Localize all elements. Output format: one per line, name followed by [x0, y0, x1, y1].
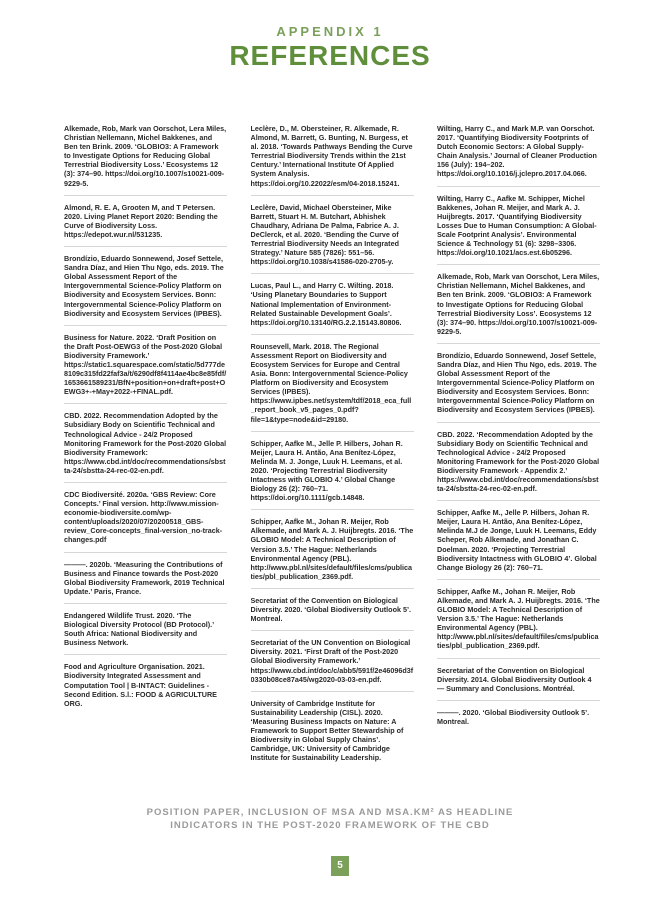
- reference-entry: Wilting, Harry C., Aafke M. Schipper, Michel Bakkenes, Johan R. Meijer, and Mark A. J. Huijbregts. 2017. ‘Quantifying Biodiversity Losses Due to Human Consumption: A Global-Scale Footprint Analysis’. Environmental Science & Technology 51 (6): 3298–3306. https://doi.org/10.1021/acs.est.6b05296.: [437, 194, 600, 266]
- reference-entry: Schipper, Aafke M., Jelle P. Hilbers, Johan R. Meijer, Laura H. Antão, Ana Benítez-López, Melinda M.J de Jonge, Luuk H. Leemans, Eddy Scheper, Rob Alkemade, and Jonathan C. Doelman. 2020. ‘Projecting Terrestrial Biodiversity Intactness with GLOBIO 4’. Global Change Biology 26 (2): 760–71.: [437, 508, 600, 580]
- appendix-label: APPENDIX 1: [276, 24, 384, 39]
- reference-entry: Leclère, David, Michael Obersteiner, Mike Barrett, Stuart H. M. Butchart, Abhishek Chaudhary, Adriana De Palma, Fabrice A. J. DeClerck, et al. 2020. ‘Bending the Curve of Terrestrial Biodiversity Needs an Integrated Strategy.’ Nature 585 (7826): 551–56. https://doi.org/10.1038/s41586-020-2705-y.: [251, 203, 414, 275]
- reference-entry: Secretariat of the Convention on Biological Diversity. 2020. ‘Global Biodiversity Outlook 5’. Montreal.: [251, 596, 414, 631]
- page-number: 5: [331, 856, 349, 876]
- reference-entry: Alkemade, Rob, Mark van Oorschot, Lera Miles, Christian Nellemann, Michel Bakkenes, and Ben ten Brink. 2009. ‘GLOBIO3: A Framework to Investigate Options for Reducing Global Terrestrial Biodiversity Loss.’ Ecosystems 12 (3): 374–90. https://doi.org/10.1007/s10021-009-9229-5.: [64, 124, 227, 196]
- reference-entry: Alkemade, Rob, Mark van Oorschot, Lera Miles, Christian Nellemann, Michel Bakkenes, and Ben ten Brink. 2009. ‘GLOBIO3: A Framework to Investigate Options for Reducing Global Terrestrial Biodiversity Loss’. Ecosystems 12 (3): 374–90. https://doi.org/10.1007/s10021-009-9229-5.: [437, 272, 600, 344]
- reference-entry: CBD. 2022. ‘Recommendation Adopted by the Subsidiary Body on Scientific Technical and Technological Advice - 24/2 Proposed Monitoring Framework for the Post-2020 Global Biodiversity Framework - Appendix 2.’ https://www.cbd.int/doc/recommendations/sbstta-24/sbstta-24-rec-02-en.pdf.: [437, 430, 600, 502]
- page-title: REFERENCES: [229, 40, 431, 71]
- reference-entry: Schipper, Aafke M., Johan R. Meijer, Rob Alkemade, and Mark A. J. Huijbregts. 2016. ‘The GLOBIO Model: A Technical Description of Version 3.5.’ The Hague: Netherlands Environmental Agency (PBL). http://www.pbl.nl/sites/default/files/cms/publicaties/pbl_publication_2369.pdf.: [437, 587, 600, 659]
- reference-entry: Brondízio, Eduardo Sonnewend, Josef Settele, Sandra Díaz, and Hien Thu Ngo, eds. 2019. The Global Assessment Report of the Intergovernmental Science-Policy Platform on Biodiversity and Ecosystem Services. Bonn: Intergovernmental Science-Policy Platform on Biodiversity and Ecosystem Services (IPBES).: [437, 351, 600, 423]
- reference-entry: Schipper, Aafke M., Johan R. Meijer, Rob Alkemade, and Mark A. J. Huijbregts. 2016. ‘The GLOBIO Model: A Technical Description of Version 3.5.’ The Hague: Netherlands Environmental Agency (PBL). http://www.pbl.nl/sites/default/files/cms/publicaties/pbl_publication_2369.pdf.: [251, 517, 414, 589]
- reference-entry: Almond, R. E. A, Grooten M, and T Petersen. 2020. Living Planet Report 2020: Bending the Curve of Biodiversity Loss. https://edepot.wur.nl/531235.: [64, 203, 227, 247]
- references-columns: [64, 124, 600, 784]
- footer-line-2: INDICATORS IN THE POST-2020 FRAMEWORK OF THE CBD: [170, 820, 490, 831]
- reference-entry: Brondízio, Eduardo Sonnewend, Josef Settele, Sandra Díaz, and Hien Thu Ngo, eds. 2019. The Global Assessment Report of the Intergovernmental Science-Policy Platform on Biodiversity and Ecosystem Services. Bonn: Intergovernmental Science-Policy Platform on Biodiversity and Ecosystem Services (IPBES).: [64, 254, 227, 326]
- reference-entry: Business for Nature. 2022. ‘Draft Position on the Draft Post-OEWG3 of the Post-2020 Global Biodiversity Framework.’ https://static1.squarespace.com/static/5d777de8109c315fd22faf3a/t/6290df8f4114ae4bc8e85fdf/1653661589231/BfN+position+on+draft+post+OEWG3+-+May+2022-+FINAL.pdf.: [64, 333, 227, 405]
- reference-entry: Secretariat of the UN Convention on Biological Diversity. 2021. ‘First Draft of the Post-2020 Global Biodiversity Framework.’ https://www.cbd.int/doc/c/abb5/591f/2e46096d3f0330b08ce87a45/wg2020-03-03-en.pdf.: [251, 638, 414, 691]
- footer-line-1: POSITION PAPER, INCLUSION OF MSA AND MSA.KM² AS HEADLINE: [146, 807, 514, 818]
- reference-entry: Lucas, Paul L., and Harry C. Wilting. 2018. ‘Using Planetary Boundaries to Support National Implementation of Environment-Related Sustainable Development Goals’. https://doi.org/10.13140/RG.2.2.15143.80806.: [251, 281, 414, 334]
- reference-entry: Food and Agriculture Organisation. 2021. Biodiversity Integrated Assessment and Computation Tool | B-INTACT: Guidelines - Second Edition. S.l.: FOOD & AGRICULTURE ORG.: [64, 662, 217, 708]
- reference-column-1: [64, 124, 227, 784]
- reference-entry: Wilting, Harry C., and Mark M.P. van Oorschot. 2017. ‘Quantifying Biodiversity Footprints of Dutch Economic Sectors: A Global Supply-Chain Analysis.’ Journal of Cleaner Production 156 (July): 194–202. https://doi.org/10.1016/j.jclepro.2017.04.066.: [437, 124, 600, 187]
- reference-column-2: [251, 124, 414, 784]
- footer-title: [0, 806, 660, 832]
- reference-entry: Schipper, Aafke M., Jelle P. Hilbers, Johan R. Meijer, Laura H. Antão, Ana Benítez-López, Melinda M. J. Jonge, Luuk H. Leemans, et al. 2020. ‘Projecting Terrestrial Biodiversity Intactness with GLOBIO 4.’ Global Change Biology 26 (2): 760–71. https://doi.org/10.1111/gcb.14848.: [251, 439, 414, 511]
- reference-entry: ———. 2020b. ‘Measuring the Contributions of Business and Finance towards the Post-2020 Global Biodiversity Framework, 2019 Technical Update.’ Paris, France.: [64, 560, 227, 604]
- reference-entry: Endangered Wildlife Trust. 2020. ‘The Biological Diversity Protocol (BD Protocol).’ South Africa: National Biodiversity and Business Network.: [64, 611, 227, 655]
- reference-entry: Secretariat of the Convention on Biological Diversity. 2014. Global Biodiversity Outlook 4 — Summary and Conclusions. Montréal.: [437, 666, 600, 701]
- reference-entry: CBD. 2022. Recommendation Adopted by the Subsidiary Body on Scientific Technical and Technological Advice - 24/2 Proposed Monitoring Framework for the Post-2020 Global Biodiversity Framework: https://www.cbd.int/doc/recommendations/sbstta-24/sbstta-24-rec-02-en.pdf.: [64, 411, 227, 483]
- reference-entry: ———. 2020. ‘Global Biodiversity Outlook 5’. Montreal.: [437, 707, 590, 726]
- reference-entry: Leclère, D., M. Obersteiner, R. Alkemade, R. Almond, M. Barrett, G. Bunting, N. Burgess, et al. 2018. ‘Towards Pathways Bending the Curve Terrestrial Biodiversity Trends within the 21st Century.’ International Institute Of Applied System Analysis. https://doi.org/10.22022/esm/04-2018.15241.: [251, 124, 414, 196]
- reference-column-3: [437, 124, 600, 784]
- reference-entry: CDC Biodiversité. 2020a. ‘GBS Review: Core Concepts.’ Final version. http://www.mission-economie-biodiversite.com/wp-content/uploads/2020/07/20200518_GBS-review_Core-concepts_final-version_no-track-changes.pdf: [64, 490, 227, 553]
- reference-entry: University of Cambridge Institute for Sustainability Leadership (CISL). 2020. ‘Measuring Business Impacts on Nature: A Framework to Support Better Stewardship of Biodiversity in Global Supply Chains’. Cambridge, UK: University of Cambridge Institute for Sustainability Leadership.: [250, 698, 404, 763]
- reference-entry: Rounsevell, Mark. 2018. The Regional Assessment Report on Biodiversity and Ecosystem Services for Europe and Central Asia. Bonn: Intergovernmental Science-Policy Platform on Biodiversity and Ecosystem Services (IPBES). https://www.ipbes.net/system/tdf/2018_eca_full_report_book_v5_pages_0.pdf?file=1&type=node&id=29180.: [251, 342, 414, 432]
